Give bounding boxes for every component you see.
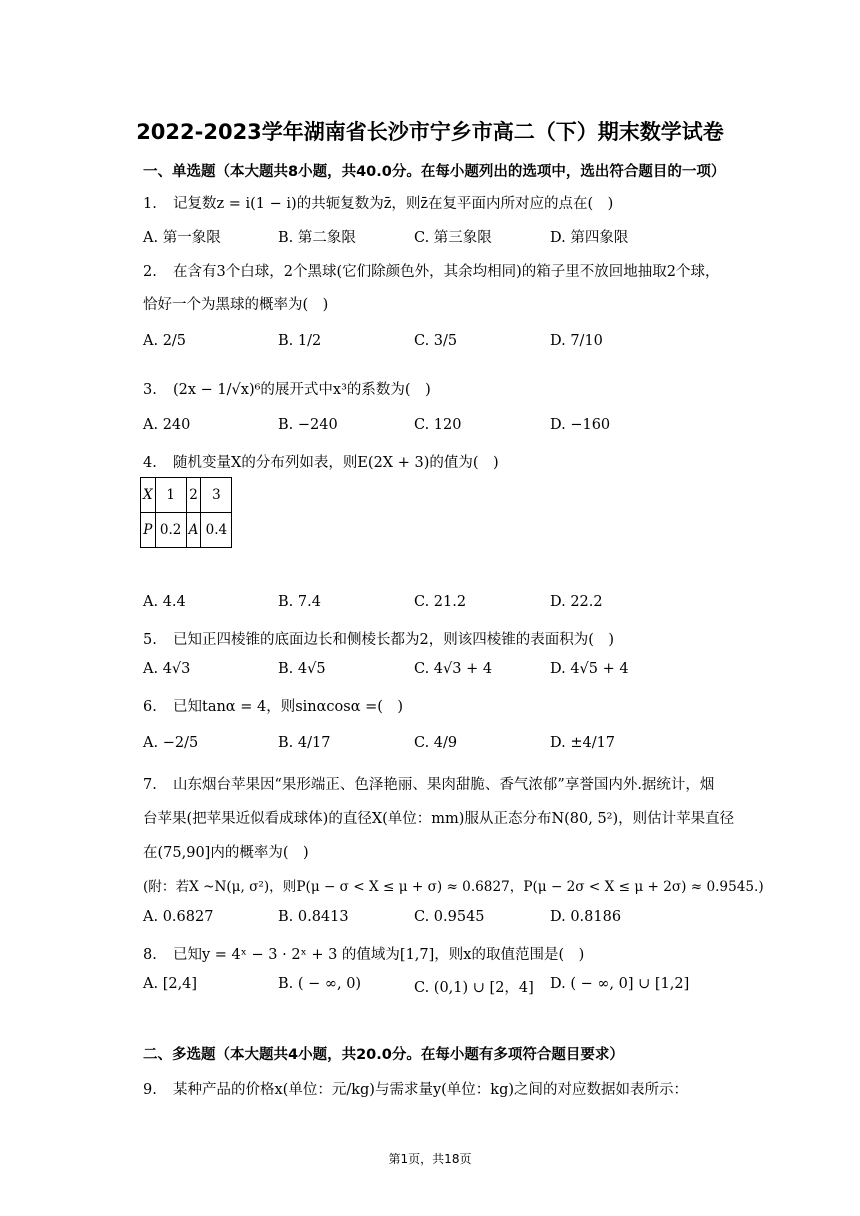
- option-a: A. 240: [143, 417, 191, 433]
- option-d: D. ( − ∞, 0] ∪ [1,2]: [550, 976, 690, 992]
- option-b: B. −240: [278, 417, 338, 433]
- question-number: 3.: [143, 382, 157, 398]
- question-text: (2x − 1/√x)⁶的展开式中x³的系数为( ): [173, 382, 431, 398]
- option-b: B. 1/2: [278, 333, 322, 349]
- option-b: B. 7.4: [278, 594, 321, 610]
- question-7-options: [143, 909, 763, 933]
- option-d: D. 第四象限: [550, 230, 629, 246]
- question-7-continued: 台苹果(把苹果近似看成球体)的直径X(单位：mm)服从正态分布N(80, 5²)，则估计苹果直径: [143, 811, 735, 827]
- option-a: A. −2/5: [143, 735, 199, 751]
- question-6: [143, 695, 403, 716]
- option-c: C. 3/5: [414, 333, 458, 349]
- question-number: 4.: [143, 455, 157, 471]
- question-text: 已知正四棱锥的底面边长和侧棱长都为2，则该四棱锥的表面积为( ): [173, 632, 615, 648]
- option-a: A. 2/5: [143, 333, 187, 349]
- question-number: 1.: [143, 196, 157, 212]
- question-text: 在含有3个白球，2个黑球(它们除颜色外，其余均相同)的箱子里不放回地抽取2个球，: [173, 264, 720, 280]
- option-b: B. ( − ∞, 0): [278, 976, 362, 992]
- question-1: [143, 192, 613, 213]
- table-cell: 1: [155, 478, 186, 513]
- section-single-choice-header: 一、单选题（本大题共8小题，共40.0分。在每小题列出的选项中，选出符合题目的一项）: [143, 164, 726, 180]
- question-number: 8.: [143, 947, 157, 963]
- option-b: B. 4/17: [278, 735, 331, 751]
- question-2-options: [143, 333, 763, 357]
- question-7-note: (附：若X ~N(μ, σ²)，则P(μ − σ < X ≤ μ + σ) ≈ 0.6827，P(μ − 2σ < X ≤ μ + 2σ) ≈ 0.9545.): [143, 879, 764, 895]
- question-2-continued: 恰好一个为黑球的概率为( ): [143, 297, 329, 313]
- question-text: 已知y = 4ˣ − 3 · 2ˣ + 3 的值域为[1,7]，则x的取值范围是( ): [173, 947, 585, 963]
- question-7-continued-2: 在(75,90]内的概率为( ): [143, 845, 309, 861]
- question-1-options: [143, 226, 763, 250]
- question-text: 山东烟台苹果因“果形端正、色泽艳丽、果肉甜脆、香气浓郁”享誉国内外.据统计，烟: [173, 777, 715, 793]
- option-d: D. 4√5 + 4: [550, 661, 629, 677]
- option-d: D. 22.2: [550, 594, 603, 610]
- option-b: B. 第二象限: [278, 230, 356, 246]
- section-multiple-choice-header: 二、多选题（本大题共4小题，共20.0分。在每小题有多项符合题目要求）: [143, 1047, 624, 1063]
- question-number: 9.: [143, 1082, 157, 1098]
- table-cell: P: [141, 513, 156, 548]
- table-cell: X: [141, 478, 156, 513]
- table-row: [141, 513, 232, 548]
- question-5-options: [143, 661, 763, 685]
- question-9: [143, 1078, 688, 1099]
- option-a: A. [2,4]: [143, 976, 198, 992]
- question-7: [143, 773, 714, 794]
- question-4: [143, 451, 499, 472]
- question-text: 记复数z = i(1 − i)的共轭复数为z̄，则z̄在复平面内所对应的点在( ): [173, 196, 614, 212]
- option-d: D. ±4/17: [550, 735, 616, 751]
- table-row: [141, 478, 232, 513]
- question-number: 6.: [143, 699, 157, 715]
- question-4-options: [143, 594, 763, 618]
- option-d: D. 0.8186: [550, 909, 622, 925]
- table-cell: 0.4: [201, 513, 232, 548]
- option-c: C. 4√3 + 4: [414, 661, 493, 677]
- question-number: 2.: [143, 264, 157, 280]
- question-text: 某种产品的价格x(单位：元/kg)与需求量y(单位：kg)之间的对应数据如表所示：: [173, 1082, 689, 1098]
- question-5: [143, 628, 614, 649]
- option-c: C. 21.2: [414, 594, 467, 610]
- option-c: C. (0,1) ∪ [2，4]: [414, 980, 534, 996]
- question-number: 7.: [143, 777, 157, 793]
- question-8: [143, 943, 584, 964]
- option-b: B. 0.8413: [278, 909, 349, 925]
- question-2: [143, 260, 720, 281]
- question-text: 已知tanα = 4，则sinαcosα =( ): [173, 699, 404, 715]
- table-cell: 0.2: [155, 513, 186, 548]
- table-cell: 3: [201, 478, 232, 513]
- option-a: A. 4.4: [143, 594, 186, 610]
- question-8-options: [143, 976, 763, 1000]
- question-text: 随机变量X的分布列如表，则E(2X + 3)的值为( ): [173, 455, 499, 471]
- option-a: A. 第一象限: [143, 230, 221, 246]
- table-cell: 2: [186, 478, 201, 513]
- option-c: C. 4/9: [414, 735, 458, 751]
- distribution-table: [140, 477, 232, 548]
- question-6-options: [143, 735, 763, 759]
- option-c: C. 第三象限: [414, 230, 492, 246]
- option-a: A. 4√3: [143, 661, 191, 677]
- option-d: D. 7/10: [550, 333, 603, 349]
- option-a: A. 0.6827: [143, 909, 214, 925]
- question-3-options: [143, 417, 763, 441]
- option-d: D. −160: [550, 417, 611, 433]
- option-b: B. 4√5: [278, 661, 326, 677]
- option-c: C. 0.9545: [414, 909, 485, 925]
- option-c: C. 120: [414, 417, 462, 433]
- exam-title: 2022-2023学年湖南省长沙市宁乡市高二（下）期末数学试卷: [136, 120, 724, 144]
- question-3: [143, 378, 431, 399]
- page-footer: 第1页，共18页: [388, 1152, 472, 1166]
- question-number: 5.: [143, 632, 157, 648]
- table-cell: A: [186, 513, 201, 548]
